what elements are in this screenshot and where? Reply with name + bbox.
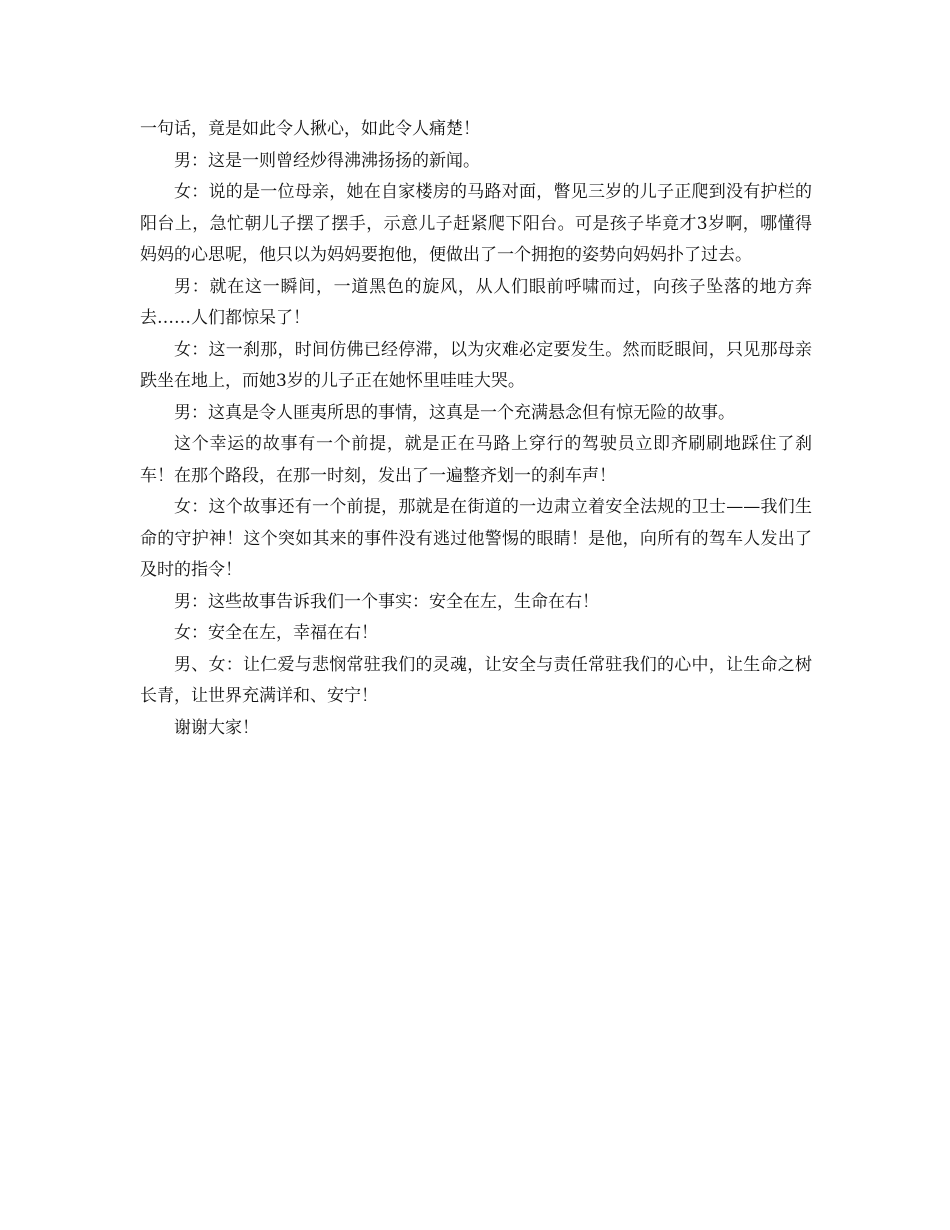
paragraph-9: 男：这些故事告诉我们一个事实：安全在左，生命在右！ [174, 591, 599, 612]
paragraph-10: 女：安全在左，幸福在右！ [174, 623, 378, 643]
paragraph-12: 谢谢大家！ [174, 717, 259, 738]
paragraph-8: 女：这个故事还有一个前提，那就是在街道的一边肃立着安全法规的卫士——我们生命的守护神！这个突如其来的事件没有逃过他警惕的眼睛！是他，向所有的驾车人发出了及时的指令！ [140, 497, 812, 580]
paragraph-5: 女：这一刹那，时间仿佛已经停滞，以为灾难必定要发生。然而眨眼间，只见那母亲跌坐在地上，而她3岁的儿子正在她怀里哇哇大哭。 [140, 339, 812, 391]
paragraph-4: 男：就在这一瞬间，一道黑色的旋风，从人们眼前呼啸而过，向孩子坠落的地方奔去……人们都惊呆了！ [140, 276, 812, 328]
paragraph-2: 男：这是一则曾经炒得沸沸扬扬的新闻。 [174, 150, 480, 171]
paragraph-11: 男、女：让仁爱与悲悯常驻我们的灵魂，让安全与责任常驻我们的心中，让生命之树长青，让世界充满详和、安宁！ [140, 654, 812, 706]
paragraph-3: 女：说的是一位母亲，她在自家楼房的马路对面，瞥见三岁的儿子正爬到没有护栏的阳台上，急忙朝儿子摆了摆手，示意儿子赶紧爬下阳台。可是孩子毕竟才3岁啊，哪懂得妈妈的心思呢，他只以为妈妈要抱他，便做出了一个拥抱的姿势向妈妈扑了过去。 [140, 182, 812, 265]
paragraph-7: 这个幸运的故事有一个前提，就是正在马路上穿行的驾驶员立即齐刷刷地踩住了刹车！在那个路段，在那一时刻，发出了一遍整齐划一的刹车声！ [140, 434, 812, 486]
paragraph-6: 男：这真是令人匪夷所思的事情，这真是一个充满悬念但有惊无险的故事。 [174, 402, 735, 423]
document-body [140, 114, 812, 744]
paragraph-1: 一句话，竟是如此令人揪心，如此令人痛楚！ [140, 119, 480, 139]
